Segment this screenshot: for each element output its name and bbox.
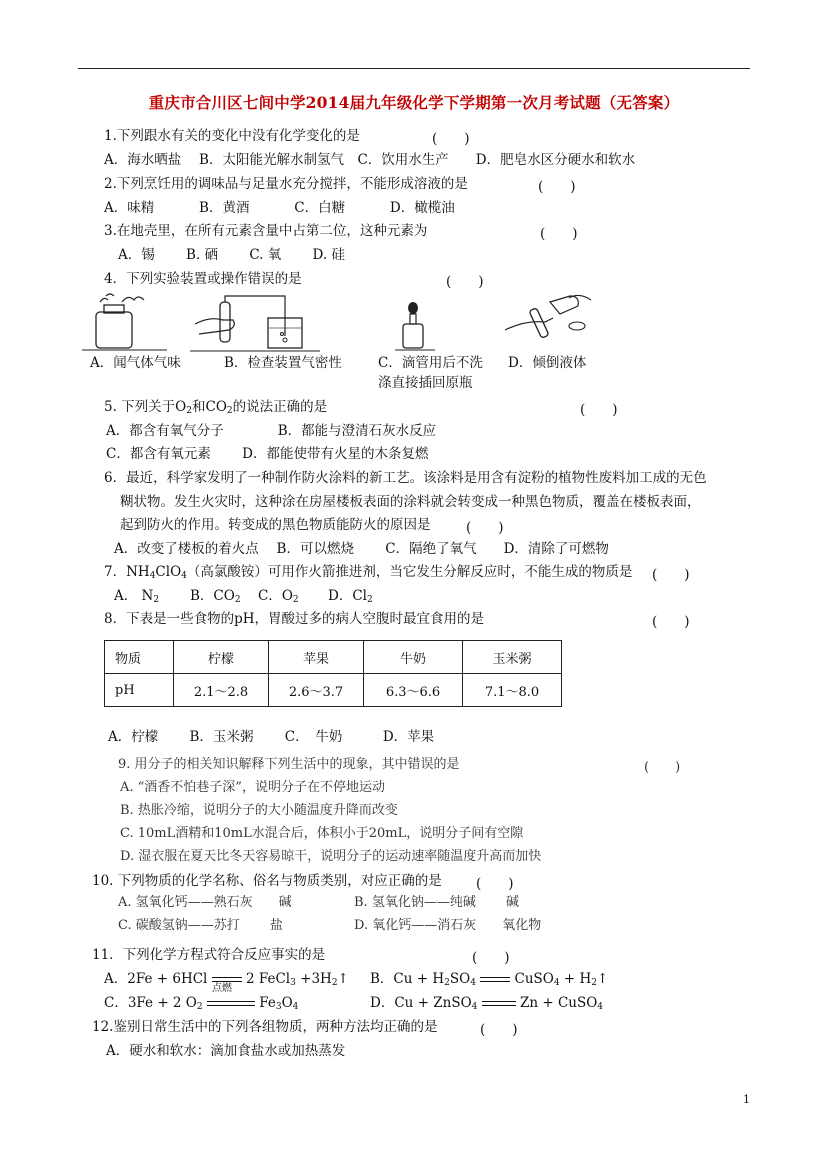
q11-answer-paren: ( ): [472, 950, 510, 966]
q6-line2: 糊状物。发生火灾时，这种涂在房屋楼板表面的涂料就会转变成一种黑色物质，覆盖在楼板表面，: [120, 494, 701, 510]
q9-option-b: B. 热胀冷缩，说明分子的大小随温度升降而改变: [120, 803, 398, 818]
q6-line3: 起到防火的作用。转变成的黑色物质能防火的原因是: [120, 517, 431, 533]
q5-stem: 5. 下列关于$O_2$和$CO_2$的说法正确的是: [104, 399, 328, 416]
airtightness-check-illustration: [190, 290, 320, 354]
q7-option-b: B．$CO_2$: [190, 588, 241, 605]
q11-option-a: A．2Fe + 6HCl 2 FeCl$_3$ $+3H_2↑$: [104, 971, 349, 988]
q7-option-a: A． $N_2$: [114, 588, 160, 605]
q10-answer-paren: ( ): [476, 876, 514, 892]
q8-options: A．柠檬 B．玉米粥 C． 牛奶 D．苹果: [108, 729, 435, 745]
ph-table-header-row: [105, 641, 562, 674]
dropper-bottle-illustration: [395, 300, 435, 352]
q5-answer-paren: ( ): [580, 402, 618, 418]
q12-stem: 12.鉴别日常生活中的下列各组物质，两种方法均正确的是: [92, 1019, 438, 1035]
q4-answer-paren: ( ): [446, 274, 484, 290]
table-cell: pH: [105, 674, 174, 707]
ph-table: [104, 640, 562, 707]
q9-option-c: C. 10mL酒精和10mL水混合后，体积小于20mL，说明分子间有空隙: [120, 826, 524, 841]
table-cell: 7.1～8.0: [463, 674, 562, 707]
table-cell: 2.1～2.8: [174, 674, 269, 707]
ph-table-value-row: [105, 674, 562, 707]
q5-options-1: A．都含有氧气分子 B．都能与澄清石灰水反应: [106, 423, 437, 439]
q7-answer-paren: ( ): [652, 567, 690, 583]
table-cell: 物质: [105, 641, 174, 674]
q6-answer-paren: ( ): [466, 520, 504, 536]
q10-stem: 10. 下列物质的化学名称、俗名与物质类别，对应正确的是: [92, 873, 442, 889]
q2-answer-paren: ( ): [538, 179, 576, 195]
q1-answer-paren: ( ): [432, 131, 470, 147]
table-cell: 6.3～6.6: [364, 674, 463, 707]
table-cell: 牛奶: [364, 641, 463, 674]
header-rule: [78, 68, 750, 69]
table-cell: 苹果: [269, 641, 364, 674]
q1-options: A．海水晒盐 B．太阳能光解水制氢气 C．饮用水生产 D．肥皂水区分硬水和软水: [104, 152, 636, 168]
q12-answer-paren: ( ): [480, 1022, 518, 1038]
q7-option-c: C．$O_2$: [258, 588, 299, 605]
q10-option-c: C. 碳酸氢钠——苏打 盐: [118, 918, 283, 933]
q4-option-d: D．倾倒液体: [508, 355, 587, 371]
q7-option-d: D．$Cl_2$: [328, 588, 373, 605]
table-cell: 柠檬: [174, 641, 269, 674]
q7-stem: 7．$NH_4ClO_4$（高氯酸铵）可用作火箭推进剂，当它发生分解反应时，不能生成的物质是: [104, 564, 633, 581]
q6-line1: 6．最近，科学家发明了一种制作防火涂料的新工艺。该涂料是用含有淀粉的植物性废料加工成的无色: [104, 470, 707, 486]
q8-answer-paren: ( ): [652, 614, 690, 630]
q9-option-d: D. 湿衣服在夏天比冬天容易晾干，说明分子的运动速率随温度升高而加快: [120, 849, 542, 864]
q11-option-b: B．$Cu + H_2SO_4$ CuSO$_4$ + $H_2↑$: [370, 971, 609, 988]
q10-option-b: B. 氢氧化钠——纯碱 碱: [354, 895, 519, 910]
q4-stem: 4．下列实验装置或操作错误的是: [104, 271, 302, 287]
q8-stem: 8．下表是一些食物的pH，胃酸过多的病人空腹时最宜食用的是: [104, 611, 485, 627]
q11-option-d: D．Cu + ZnSO$_4$ Zn + CuSO$_4$: [370, 995, 604, 1012]
pour-liquid-illustration: [505, 290, 595, 342]
q9-answer-paren: ( ): [644, 760, 681, 775]
q4-option-c-line1: C．滴管用后不洗: [378, 355, 483, 371]
q4-option-a: A．闻气体气味: [90, 355, 181, 371]
q11-stem: 11．下列化学方程式符合反应事实的是: [92, 947, 326, 963]
q9-stem: 9. 用分子的相关知识解释下列生活中的现象，其中错误的是: [118, 757, 460, 772]
q4-option-c-line2: 涤直接插回原瓶: [378, 375, 473, 391]
table-cell: 2.6～3.7: [269, 674, 364, 707]
q4-option-b: B．检查装置气密性: [224, 355, 342, 371]
q10-option-d: D. 氧化钙——消石灰 氧化物: [354, 918, 542, 933]
q2-options: A．味精 B．黄酒 C．白糖 D．橄榄油: [104, 200, 455, 216]
q11-option-c: C．3Fe + 2 $O_2$ $Fe_3O_4$: [104, 995, 299, 1012]
page-title: 重庆市合川区七间中学2014届九年级化学下学期第一次月考试题（无答案）: [148, 93, 680, 112]
q12-option-a: A．硬水和软水：滴加食盐水或加热蒸发: [106, 1043, 346, 1059]
q3-options: A．锡 B. 硒 C. 氧 D. 硅: [118, 247, 345, 263]
q2-stem: 2.下列烹饪用的调味品与足量水充分搅拌，不能形成溶液的是: [104, 176, 468, 192]
q9-option-a: A. “酒香不怕巷子深”，说明分子在不停地运动: [120, 780, 385, 795]
q6-options: A．改变了楼板的着火点 B．可以燃烧 C．隔绝了氧气 D．清除了可燃物: [114, 541, 609, 557]
q5-options-2: C．都含有氧元素 D．都能使带有火星的木条复燃: [106, 446, 429, 462]
q3-stem: 3.在地壳里，在所有元素含量中占第二位，这种元素为: [104, 223, 428, 239]
q3-answer-paren: ( ): [540, 226, 578, 242]
page-number: 1: [743, 1093, 750, 1106]
q10-option-a: A. 氢氧化钙——熟石灰 碱: [118, 895, 292, 910]
q11-condition-ignite: 点燃: [212, 983, 232, 994]
table-cell: 玉米粥: [463, 641, 562, 674]
smell-gas-illustration: [82, 290, 167, 352]
q1-stem: 1.下列跟水有关的变化中没有化学变化的是: [104, 128, 360, 144]
